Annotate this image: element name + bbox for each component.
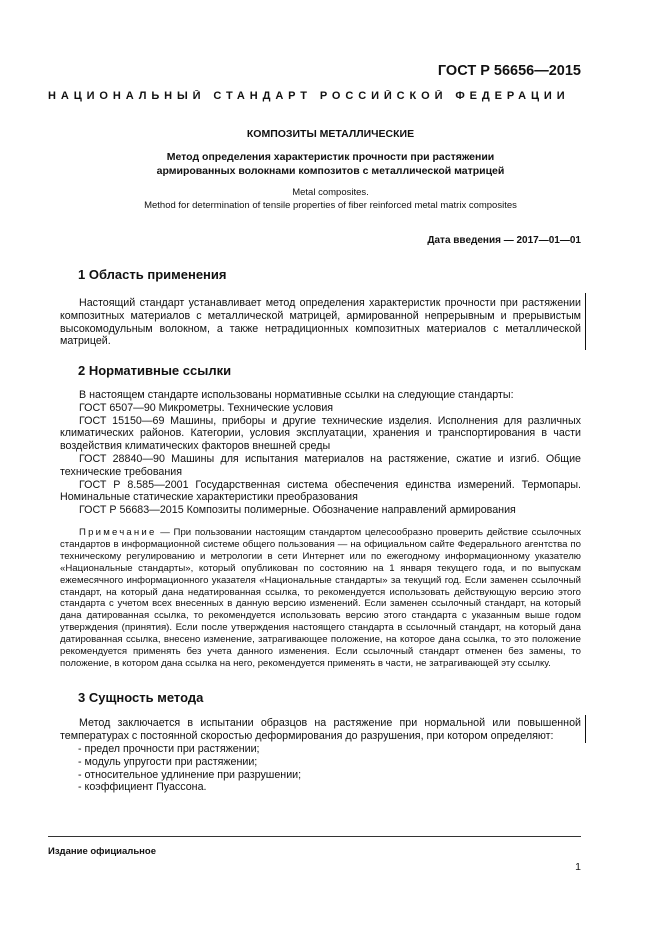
national-standard-line: НАЦИОНАЛЬНЫЙ СТАНДАРТ РОССИЙСКОЙ ФЕДЕРАЦИИ (48, 90, 570, 102)
list-item: - модуль упругости при растяжении; (78, 755, 258, 768)
note-text: — При пользовании настоящим стандартом целесообразно проверить действие ссылочных стандартов в информационной системе общего пользования — на официальном сайте Федерального агентства по техническому регулированию и метрологии в сети Интернет или по ежегодному информационному указателю «Национальные стандарты», который опубликован по состоянию на 1 января текущего года, и по выпускам ежемесячного информационного указателя «Национальные стандарты» за текущий год. Если заменен ссылочный стандарт, на который дана недатированная ссылка, то рекомендуется использовать действующую версию этого стандарта с учетом всех внесенных в данную версию изменений. Если заменен ссылочный стандарт, на который дана датированная ссылка, то рекомендуется использовать версию этого стандарта с указанным выше годом утверждения (принятия). Если после утверждения настоящего стандарта в ссылочный стандарт, на который дана датированная ссылка, внесено изменение, затрагивающее положение, на которое дана ссылка, то это положение рекомендуется применять без учета данного изменения. Если ссылочный стандарт отменен без замены, то положение, в котором дана ссылка на него, рекомендуется применять в части, не затрагивающей эту ссылку. (60, 527, 581, 669)
section-3-paragraph: Метод заключается в испытании образцов на растяжение при нормальной или повышенной температурах с постоянной скоростью деформирования до разрушения, при котором определяют: (60, 717, 581, 742)
section-3-text (60, 717, 581, 743)
footer-rule (48, 836, 581, 837)
section-2-intro: В настоящем стандарте использованы нормативные ссылки на следующие стандарты: (79, 389, 514, 401)
reference-item: ГОСТ 15150—69 Машины, приборы и другие технические изделия. Исполнения для различных климатических районов. Категории, условия эксплуатации, хранения и транспортирования в части воздействия климатических факторов внешней среды (60, 414, 581, 453)
section-3-heading: 3 Сущность метода (78, 690, 204, 705)
section-2-refs (60, 389, 581, 517)
page-number: 1 (575, 861, 581, 873)
section-1-paragraph: Настоящий стандарт устанавливает метод определения характеристик прочности при растяжении композитных материалов с металлической матрицей, армированной непрерывным и прерывистым высокомодульным волокном, а также нетрадиционных композитных материалов с металлической матрицей. (60, 297, 581, 348)
note-label: Примечание (79, 527, 157, 538)
list-item: - предел прочности при растяжении; (78, 743, 260, 755)
introduction-date: Дата введения — 2017—01—01 (427, 235, 581, 246)
change-bar (585, 293, 586, 350)
reference-item: ГОСТ 6507—90 Микрометры. Технические условия (79, 401, 334, 414)
reference-item: ГОСТ Р 8.585—2001 Государственная система обеспечения единства измерений. Термопары. Номинальные статические характеристики преобразования (60, 478, 581, 504)
determined-properties-list (78, 743, 301, 794)
section-1-heading: 1 Область применения (78, 267, 227, 282)
section-2-heading: 2 Нормативные ссылки (78, 363, 232, 378)
english-title (60, 186, 601, 212)
official-edition-label: Издание официальное (48, 846, 156, 857)
subtitle-line-1: Метод определения характеристик прочности при растяжении (166, 151, 495, 163)
section-1-text (60, 297, 581, 348)
reference-note (60, 527, 581, 670)
reference-item: ГОСТ 28840—90 Машины для испытания материалов на растяжение, сжатие и изгиб. Общие технические требования (60, 452, 581, 478)
document-subtitle (60, 150, 601, 178)
list-item: - коэффициент Пуассона. (78, 781, 207, 794)
english-title-line-2: Method for determination of tensile properties of fiber reinforced metal matrix composites (144, 200, 517, 211)
document-title: КОМПОЗИТЫ МЕТАЛЛИЧЕСКИЕ (246, 128, 415, 140)
document-number: ГОСТ Р 56656—2015 (437, 63, 581, 79)
english-title-line-1: Metal composites. (292, 187, 369, 198)
subtitle-line-2: армированных волокнами композитов с металлической матрицей (156, 165, 505, 177)
reference-item: ГОСТ Р 56683—2015 Композиты полимерные. Обозначение направлений армирования (79, 504, 516, 517)
list-item: - относительное удлинение при разрушении; (78, 768, 302, 781)
change-bar (585, 715, 586, 743)
